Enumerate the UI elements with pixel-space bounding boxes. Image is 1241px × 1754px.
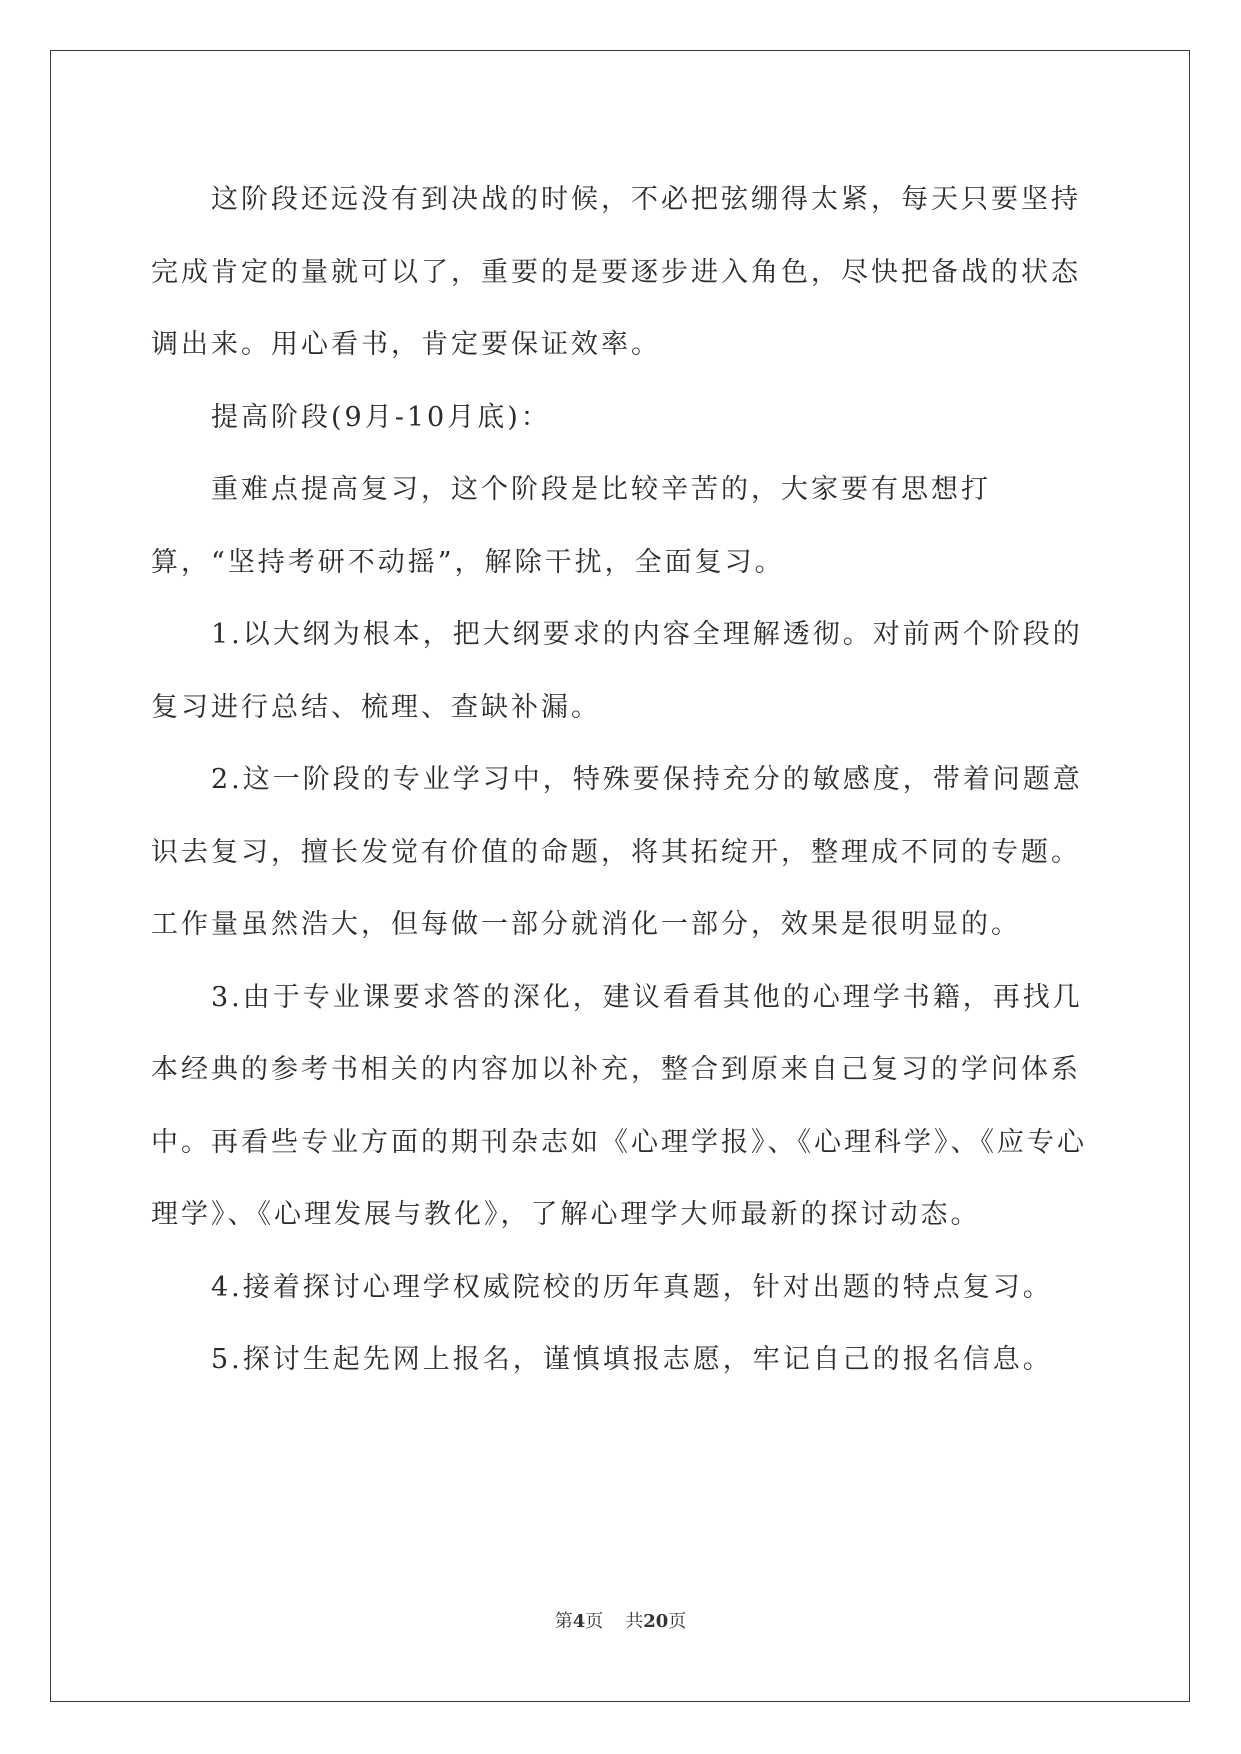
- paragraph-3: 重难点提高复习，这个阶段是比较辛苦的，大家要有思想打算，“坚持考研不动摇”，解除干扰，全面复习。: [151, 474, 991, 578]
- total-prefix: 共: [625, 1611, 644, 1632]
- list-item-2: 2.这一阶段的专业学习中，特殊要保持充分的敏感度，带着问题意识去复习，擅长发觉有价值的命题，将其拓绽开，整理成不同的专题。工作量虽然浩大，但每做一部分就消化一部分，效果是很明显的。: [151, 764, 1083, 940]
- total-suffix: 页: [668, 1611, 687, 1632]
- paragraph-1: 这阶段还远没有到决战的时候，不必把弦绷得太紧，每天只要坚持完成肯定的量就可以了，重要的是要逐步进入角色，尽快把备战的状态调出来。用心看书，肯定要保证效率。: [151, 184, 1081, 360]
- total-pages: 20: [643, 1611, 669, 1632]
- list-item-3: 3.由于专业课要求答的深化，建议看看其他的心理学书籍，再找几本经典的参考书相关的内容加以补充，整合到原来自己复习的学问体系中。再看些专业方面的期刊杂志如《心理学报》、《心理科学》、《应专心理学》、《心理发展与教化》，了解心理学大师最新的探讨动态。: [151, 981, 1087, 1230]
- document-body: [151, 164, 1091, 1397]
- list-item-1: 1.以大纲为根本，把大纲要求的内容全理解透彻。对前两个阶段的复习进行总结、梳理、查缺补漏。: [151, 619, 1083, 723]
- page-footer: [0, 1607, 1241, 1633]
- page-prefix: 第: [554, 1611, 573, 1632]
- page-suffix: 页: [585, 1611, 604, 1632]
- section-heading: 提高阶段(9月-10月底)：: [211, 401, 551, 433]
- list-item-5: 5.探讨生起先网上报名，谨慎填报志愿，牢记自己的报名信息。: [211, 1344, 1053, 1375]
- list-item-4: 4.接着探讨心理学权威院校的历年真题，针对出题的特点复习。: [211, 1271, 1053, 1303]
- page-number: 4: [572, 1611, 586, 1632]
